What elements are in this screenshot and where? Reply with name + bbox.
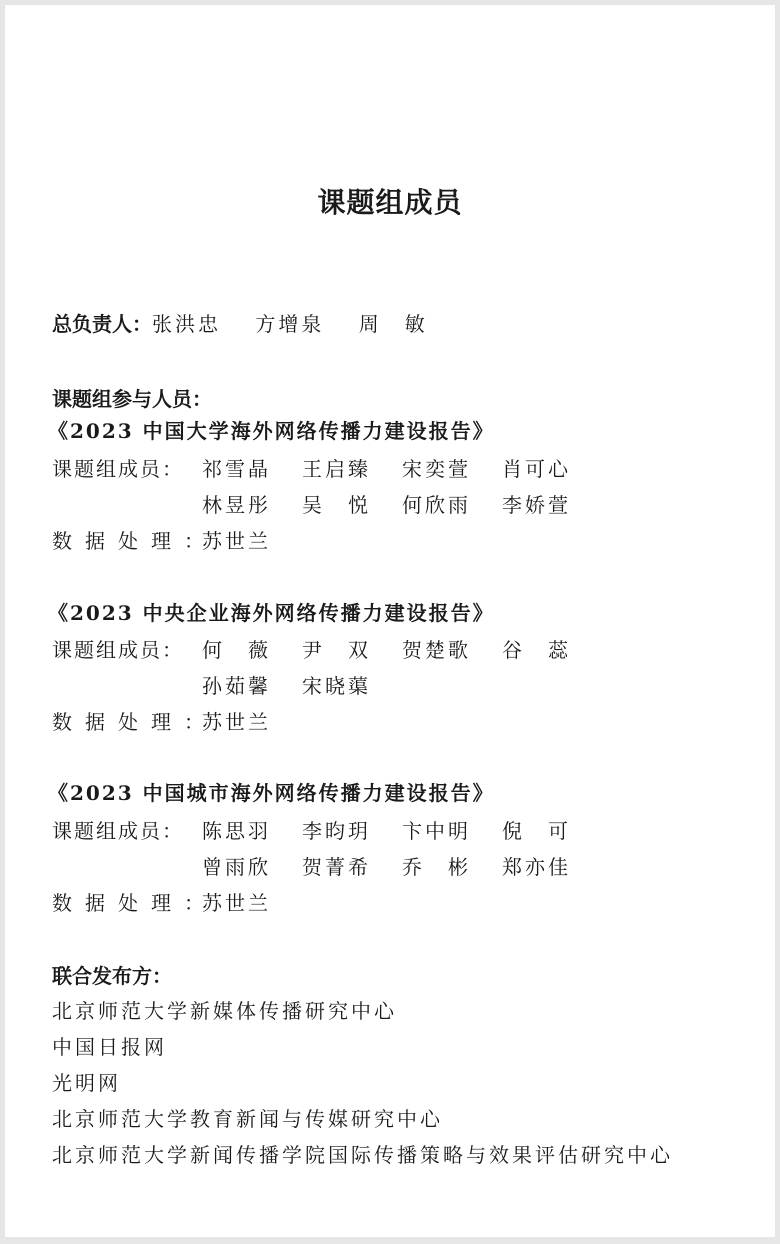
publisher-item: 北京师范大学新媒体传播研究中心 bbox=[52, 999, 397, 1023]
lead-name: 张洪忠 bbox=[152, 312, 221, 336]
publishers-heading: 联合发布方： bbox=[52, 964, 172, 988]
member-name: 尹 双 bbox=[302, 638, 371, 662]
data-processing-row bbox=[52, 887, 302, 916]
data-person: 苏世兰 bbox=[202, 529, 271, 553]
data-person: 苏世兰 bbox=[202, 710, 271, 734]
data-processing-row bbox=[52, 706, 302, 735]
member-name: 李娇萱 bbox=[502, 493, 571, 517]
publisher-item: 光明网 bbox=[52, 1071, 121, 1095]
members-label: 课题组成员： bbox=[52, 638, 184, 662]
lead-researchers bbox=[52, 308, 755, 337]
lead-name: 方增泉 bbox=[255, 312, 325, 336]
members-label: 课题组成员： bbox=[52, 819, 184, 843]
data-label: 数据处理： bbox=[52, 710, 217, 734]
member-name: 贺楚歌 bbox=[402, 638, 471, 662]
lead-names bbox=[152, 308, 456, 337]
page-title: 课题组成员 bbox=[317, 186, 463, 219]
publisher-item: 北京师范大学教育新闻与传媒研究中心 bbox=[52, 1107, 443, 1131]
data-processing-row bbox=[52, 525, 302, 554]
member-row bbox=[52, 815, 602, 844]
document-page bbox=[5, 5, 775, 1237]
data-label: 数据处理： bbox=[52, 891, 217, 915]
member-row bbox=[52, 489, 602, 518]
member-row bbox=[52, 634, 602, 663]
publisher-item: 北京师范大学新闻传播学院国际传播策略与效果评估研究中心 bbox=[52, 1143, 673, 1167]
member-row bbox=[52, 851, 602, 880]
member-name: 乔 彬 bbox=[402, 855, 471, 879]
member-name: 吴 悦 bbox=[302, 493, 371, 517]
member-name: 郑亦佳 bbox=[502, 855, 571, 879]
member-name: 林昱彤 bbox=[202, 493, 271, 517]
report-title: 《2023 中国大学海外网络传播力建设报告》 bbox=[48, 419, 495, 443]
report-title: 《2023 中国城市海外网络传播力建设报告》 bbox=[48, 781, 495, 805]
member-name: 宋晓蕖 bbox=[302, 674, 371, 698]
lead-label: 总负责人： bbox=[52, 312, 152, 336]
member-name: 宋奕萱 bbox=[402, 457, 471, 481]
publisher-item: 中国日报网 bbox=[52, 1035, 167, 1059]
member-name: 祁雪晶 bbox=[202, 457, 271, 481]
member-name: 陈思羽 bbox=[202, 819, 271, 843]
members-label: 课题组成员： bbox=[52, 457, 184, 481]
data-person: 苏世兰 bbox=[202, 891, 271, 915]
member-name: 李昀玥 bbox=[302, 819, 371, 843]
member-name: 卞中明 bbox=[402, 819, 471, 843]
member-name: 肖可心 bbox=[502, 457, 571, 481]
member-row bbox=[52, 670, 402, 699]
report-title: 《2023 中央企业海外网络传播力建设报告》 bbox=[48, 601, 495, 625]
data-label: 数据处理： bbox=[52, 529, 217, 553]
member-row bbox=[52, 453, 602, 482]
member-name: 曾雨欣 bbox=[202, 855, 271, 879]
member-name: 何 薇 bbox=[202, 638, 271, 662]
member-name: 王启臻 bbox=[302, 457, 371, 481]
member-name: 贺菁希 bbox=[302, 855, 371, 879]
lead-name: 周 敏 bbox=[358, 312, 428, 336]
member-name: 何欣雨 bbox=[402, 493, 471, 517]
member-name: 倪 可 bbox=[502, 819, 571, 843]
members-heading: 课题组参与人员： bbox=[52, 387, 212, 411]
member-name: 孙茹馨 bbox=[202, 674, 271, 698]
member-name: 谷 蕊 bbox=[502, 638, 571, 662]
